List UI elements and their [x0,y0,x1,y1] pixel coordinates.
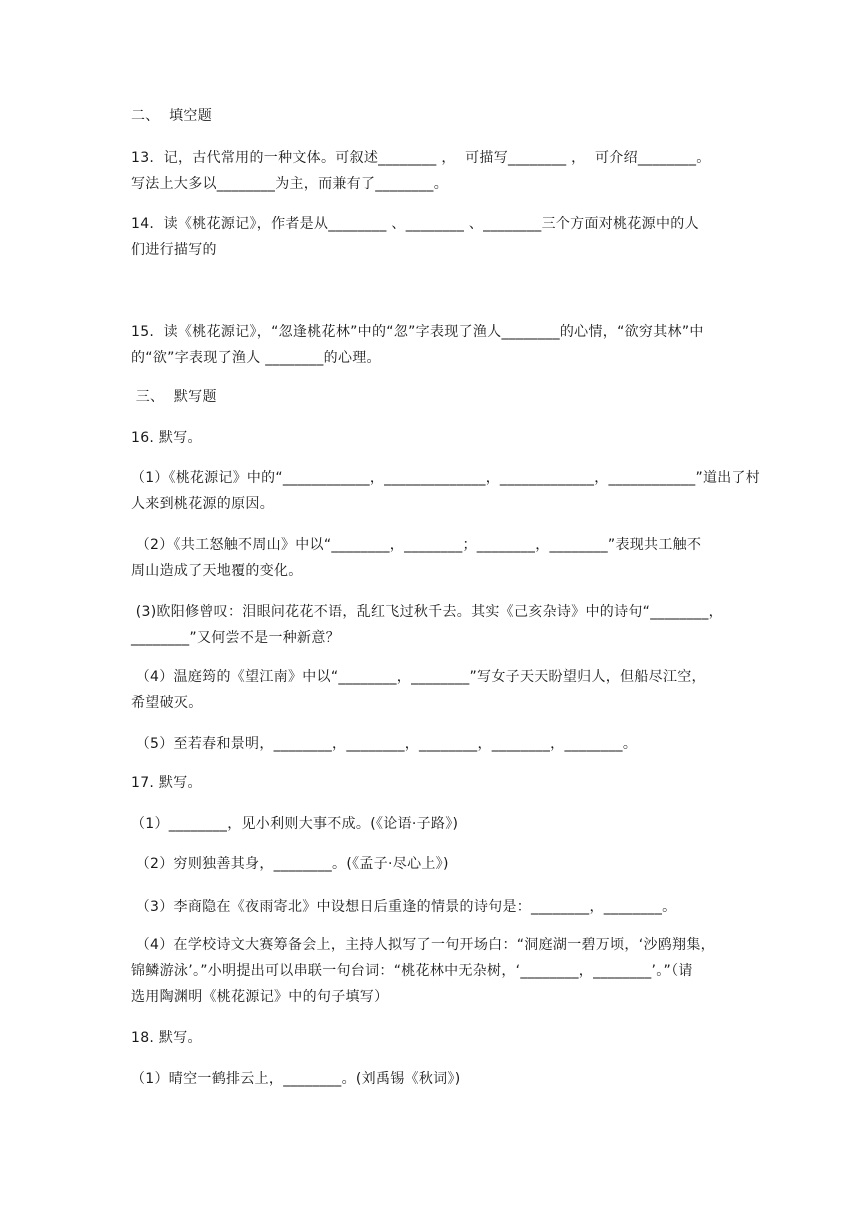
question-16-item-2-line-2: 周山造成了天地覆的变化。 [131,563,303,579]
question-18-item-1: （1）晴空一鹤排云上，________。(刘禹锡《秋词》) [131,1071,461,1087]
section-heading-fill-in: 二、 填空题 [131,108,212,124]
question-17-item-4-line-3: 选用陶渊明《桃花源记》中的句子填写） [131,989,389,1005]
question-18-title: 18. 默写。 [131,1030,202,1046]
question-14-line-2: 们进行描写的 [131,242,217,258]
question-13-line-2: 写法上大多以________为主，而兼有了________。 [131,176,448,192]
question-16-item-4-line-1: （4）温庭筠的《望江南》中以“________，________”写女子天天盼望归人，但船尽江空， [131,669,706,685]
question-17-item-4-line-2: 锦鳞游泳’。”小明提出可以串联一句台词：“桃花林中无杂树，‘________，________’。”（请 [131,963,693,979]
question-13-line-1: 13. 记，古代常用的一种文体。可叙述________ ， 可描写________ ， 可介绍________。 [131,150,711,166]
question-16-item-2-line-1: （2）《共工怒触不周山》中以“________，________；________，________”表现共工触不 [131,537,702,553]
question-16-item-1-line-1: （1）《桃花源记》中的“____________，______________，_____________，____________”道出了村 [131,470,760,486]
question-17-title: 17. 默写。 [131,775,202,791]
question-17-item-2: （2）穷则独善其身，________。(《孟子·尽心上》) [131,856,449,872]
question-16-item-5: （5）至若春和景明，________，________，________，________，________。 [131,736,638,752]
question-14-line-1: 14. 读《桃花源记》，作者是从________ 、________ 、________三个方面对桃花源中的人 [131,216,699,232]
question-16-item-4-line-2: 希望破灭。 [131,695,203,711]
question-15-line-2: 的“欲”字表现了渔人 ________的心理。 [131,350,381,366]
question-17-item-3: （3）李商隐在《夜雨寄北》中设想日后重逢的情景的诗句是：________，________。 [131,899,677,915]
question-15-line-1: 15. 读《桃花源记》，“忽逢桃花林”中的“忽”字表现了渔人________的心情，“欲穷其林”中 [131,324,704,340]
question-16-item-3-line-1: (3)欧阳修曾叹：泪眼问花花不语，乱红飞过秋千去。其实《己亥杂诗》中的诗句“________， [131,604,723,620]
question-16-title: 16. 默写。 [131,430,202,446]
question-17-item-4-line-1: （4）在学校诗文大赛筹备会上，主持人拟写了一句开场白：“洞庭湖一碧万顷，‘沙鸥翔集， [131,937,715,953]
question-17-item-1: （1）________，见小利则大事不成。(《论语·子路》) [131,816,459,832]
question-16-item-1-line-2: 人来到桃花源的原因。 [131,496,274,512]
question-16-item-3-line-2: ________”又何尝不是一种新意？ [131,630,340,646]
section-heading-dictation: 三、 默写题 [131,389,217,405]
